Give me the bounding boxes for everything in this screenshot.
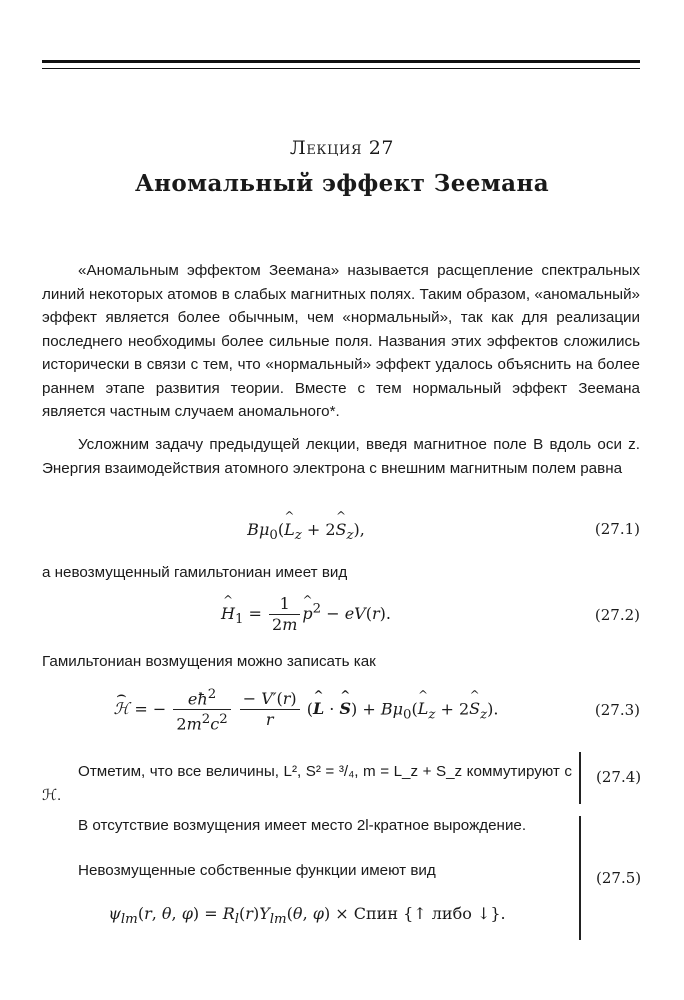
note-degeneracy-text: В отсутствие возмущения имеет место 2l-кратное вырождение. bbox=[78, 817, 527, 834]
lecture-title: Аномальный эффект Зеемана bbox=[134, 170, 550, 197]
margin-bar-27-4 bbox=[579, 752, 581, 804]
spin-word: Спин bbox=[353, 904, 398, 923]
equation-27-2 bbox=[42, 592, 640, 642]
equation-27-3-body: ⌢ ℋ = − $\frac{eħ^2}{2m^2c^2}$ $\frac{- V'(r)}{r}$ (^ L · ^ $S) + B\mu_0(\^{}$ $L_z$ + 2^ $S_z$). bbox=[42, 685, 570, 735]
equation-27-1-body: $B\mu_0(\^{}$ $L_z$ + 2^ $S_z$), bbox=[42, 520, 570, 543]
top-rule-thin bbox=[42, 68, 640, 69]
top-rule-thick bbox=[42, 60, 640, 63]
equation-number: (27.2) bbox=[594, 606, 640, 624]
equation-number-27-4: (27.4) bbox=[596, 768, 642, 786]
note-27-4-text: Отметим, что все величины, L², S² = ³/₄, m = L_z + S_z коммутируют с ℋ. bbox=[42, 763, 572, 804]
equation-number-27-5: (27.5) bbox=[596, 869, 642, 887]
text-after-eq2: Гамильтониан возмущения можно записать как bbox=[42, 653, 376, 670]
or-word: либо bbox=[431, 904, 472, 923]
equation-27-5-body: $\psi_{lm}(r$, θ, $\varphi) = R_l(r)Y_{lm}(\theta$, φ) × Спин {↑ либо ↓}. bbox=[108, 904, 506, 928]
paragraph-2: Усложним задачу предыдущей лекции, введя магнитное поле B вдоль оси z. Энергия взаимодействия атомного электрона с внешним магнитным полем равна bbox=[42, 436, 640, 477]
equation-number: (27.3) bbox=[594, 701, 640, 719]
paragraph-1: «Аномальным эффектом Зеемана» называется расщепление спектральных линий некоторых атомов в слабых магнитных полях. Таким образом, «аномальный» эффект является более обычным, чем «нормальный», так как для реализации последнего необходимы более сильные поля. Названия этих эффектов сложились исторически в связи с тем, что «нормальный» эффект удалось объяснить на более раннем этапе развития теории. Вместе с тем нормальный эффект Зеемана является частным случаем аномального*. bbox=[42, 262, 640, 420]
equation-number: (27.1) bbox=[594, 520, 640, 538]
equation-27-3 bbox=[42, 683, 640, 739]
equation-27-2-body: ^ $H_1$ = $\frac{1}{2m}$ ^ $p^2 - eV(r)$. bbox=[42, 594, 570, 635]
note-eigenfunctions-text: Невозмущенные собственные функции имеют вид bbox=[78, 862, 436, 879]
equation-27-5 bbox=[42, 896, 572, 936]
equation-27-1 bbox=[42, 512, 640, 552]
text-after-eq1: а невозмущенный гамильтониан имеет вид bbox=[42, 564, 348, 581]
lecture-label: Лекция 27 bbox=[289, 137, 395, 159]
margin-bar-27-5 bbox=[579, 816, 581, 940]
